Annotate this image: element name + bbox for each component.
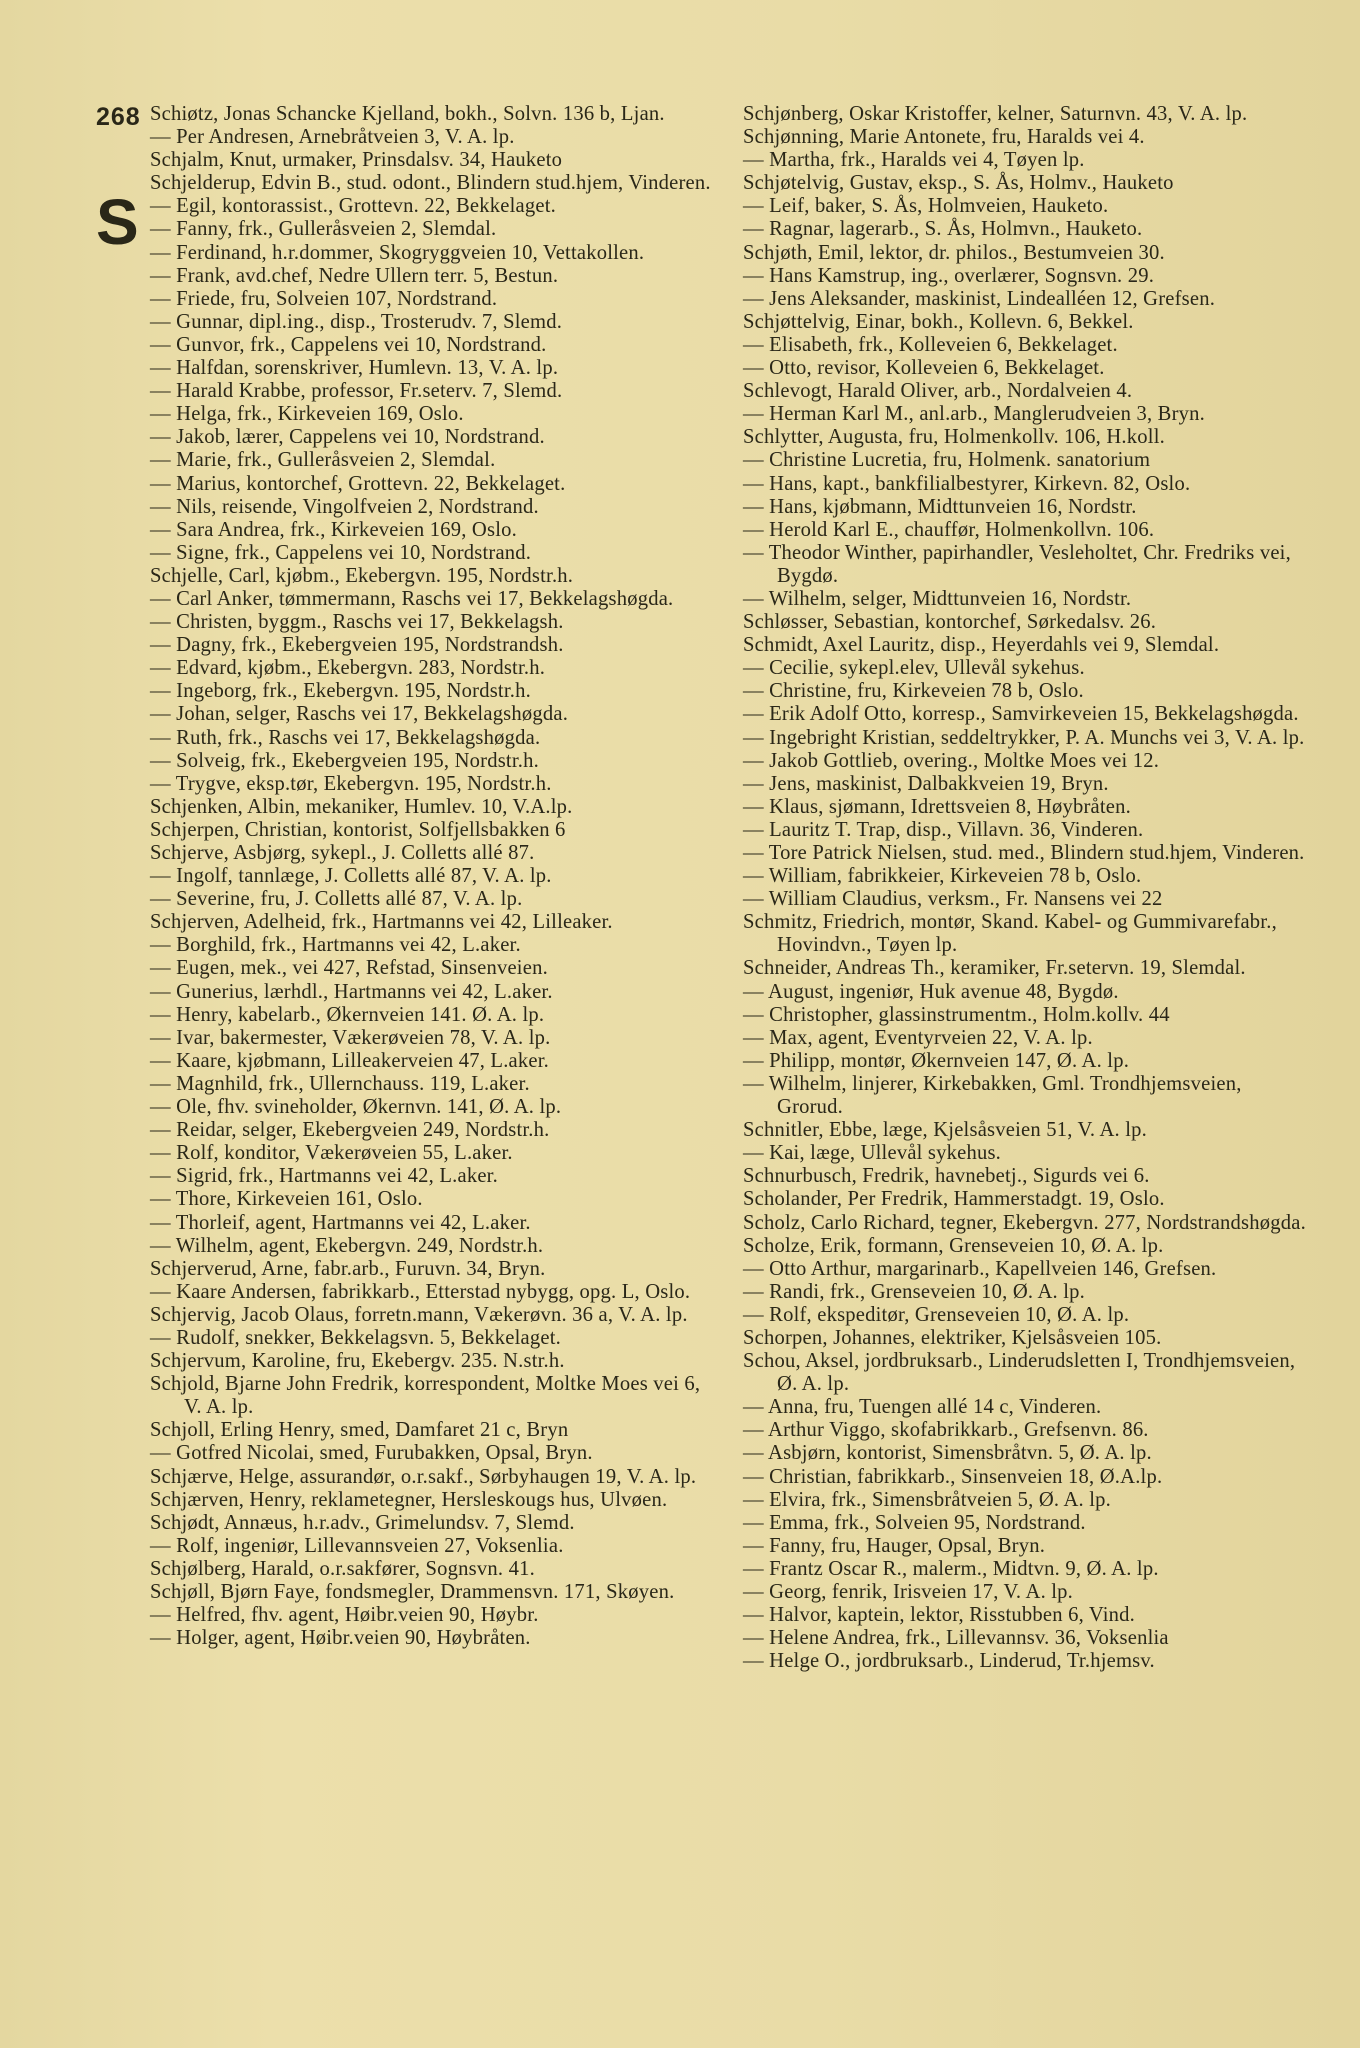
directory-entry: — Nils, reisende, Vingolfveien 2, Nordstrand.	[150, 495, 539, 518]
directory-entry: — Kai, læge, Ullevål sykehus.	[743, 1142, 1002, 1165]
directory-entry: — Johan, selger, Raschs vei 17, Bekkelagshøgda.	[150, 703, 569, 726]
directory-entry: — Klaus, sjømann, Idrettsveien 8, Høybråten.	[743, 795, 1131, 818]
directory-entry: Schjelderup, Edvin B., stud. odont., Blindern stud.hjem, Vinderen.	[150, 172, 711, 195]
directory-entry: — Ole, fhv. svineholder, Økernvn. 141, Ø. A. lp.	[150, 1096, 562, 1119]
right-column	[743, 103, 1308, 1673]
directory-entry: — Fanny, frk., Gulleråsveien 2, Slemdal.	[150, 218, 497, 241]
directory-entry: — Fanny, fru, Hauger, Opsal, Bryn.	[743, 1534, 1046, 1557]
directory-entry: Schjervig, Jacob Olaus, forretn.mann, Vækerøvn. 36 a, V. A. lp.	[150, 1303, 688, 1326]
directory-entry: Schjerpen, Christian, kontorist, Solfjellsbakken 6	[150, 818, 566, 841]
left-column	[150, 103, 715, 1650]
directory-entry: Schnurbusch, Fredrik, havnebetj., Sigurds vei 6.	[743, 1165, 1150, 1188]
directory-entry: — Otto, revisor, Kolleveien 6, Bekkelaget.	[743, 357, 1105, 380]
directory-entry: Schjerve, Asbjørg, sykepl., J. Colletts allé 87.	[150, 842, 535, 864]
directory-entry: — Marie, frk., Gulleråsveien 2, Slemdal.	[150, 449, 496, 472]
directory-entry: Schjerverud, Arne, fabr.arb., Furuvn. 34, Bryn.	[150, 1257, 546, 1280]
directory-entry: — Edvard, kjøbm., Ekebergvn. 283, Nordstr.h.	[150, 657, 546, 680]
directory-entry: — Philipp, montør, Økernveien 147, Ø. A. lp.	[743, 1049, 1130, 1072]
directory-entry: — Marius, kontorchef, Grottevn. 22, Bekkelaget.	[150, 472, 566, 495]
directory-entry: — Georg, fenrik, Irisveien 17, V. A. lp.	[743, 1581, 1074, 1603]
directory-entry: Schjønning, Marie Antonete, fru, Haralds vei 4.	[743, 126, 1145, 149]
directory-entry: — Gotfred Nicolai, smed, Furubakken, Opsal, Bryn.	[150, 1442, 593, 1465]
directory-entry: — Ragnar, lagerarb., S. Ås, Holmvn., Hauketo.	[743, 218, 1143, 241]
directory-entry: — Rolf, ingeniør, Lillevannsveien 27, Voksenlia.	[150, 1534, 564, 1557]
directory-entry: — Elvira, frk., Simensbråtveien 5, Ø. A. lp.	[743, 1488, 1111, 1511]
directory-entry: — Helene Andrea, frk., Lillevannsv. 36, Voksenlia	[743, 1627, 1169, 1650]
directory-entry: — Theodor Winther, papirhandler, Veslеholtet, Chr. Fredriks vei, Bygdø.	[743, 541, 1297, 587]
directory-entry: — William Claudius, verksm., Fr. Nansens vei 22	[743, 888, 1163, 911]
directory-entry: Schjøttelvig, Einar, bokh., Kollevn. 6, Bekkel.	[743, 310, 1134, 333]
directory-entry: Schlevogt, Harald Oliver, arb., Nordalveien 4.	[743, 380, 1133, 403]
directory-entry: Schjærven, Henry, reklametegner, Hersleskougs hus, Ulvøen.	[150, 1488, 668, 1511]
directory-entry: — Ferdinand, h.r.dommer, Skogryggveien 10, Vettakollen.	[150, 241, 645, 264]
directory-entry: — Halvor, kaptein, lektor, Risstubben 6, Vind.	[743, 1604, 1136, 1627]
directory-entry: Schneider, Andreas Th., keramiker, Fr.setervn. 19, Slemdal.	[743, 957, 1246, 980]
directory-entry: — Per Andresen, Arnebråtveien 3, V. A. lp.	[150, 126, 515, 149]
directory-entry: — Thorleif, agent, Hartmanns vei 42, L.aker.	[150, 1211, 531, 1234]
directory-entry: Schjøll, Bjørn Faye, fondsmegler, Drammensvn. 171, Skøyen.	[150, 1581, 675, 1603]
directory-entry: — Frank, avd.chef, Nedre Ullern terr. 5, Bestun.	[150, 264, 559, 287]
directory-entry: — Henry, kabelarb., Økernveien 141. Ø. A. lp.	[150, 1003, 545, 1026]
directory-entry: — Helga, frk., Kirkeveien 169, Oslo.	[150, 403, 464, 426]
directory-entry: Schjøtelvig, Gustav, eksp., S. Ås, Holmv., Hauketo	[743, 172, 1174, 195]
directory-entry: — Wilhelm, agent, Ekebergvn. 249, Nordstr.h.	[150, 1234, 544, 1257]
directory-entry: — Christopher, glassinstrumentm., Holm.kollv. 44	[743, 1003, 1170, 1026]
directory-entry: Schnitler, Ebbe, læge, Kjelsåsveien 51, V. A. lp.	[743, 1119, 1148, 1142]
directory-entry: — Eugen, mek., vei 427, Refstad, Sinsenveien.	[150, 957, 548, 980]
directory-entry: — Tore Patrick Nielsen, stud. med., Blindern stud.hjem, Vinderen.	[743, 842, 1305, 864]
directory-entry: — Ingolf, tannlæge, J. Colletts allé 87, V. A. lp.	[150, 865, 552, 888]
directory-entry: — Solveig, frk., Ekebergveien 195, Nordstr.h.	[150, 749, 539, 772]
directory-entry: — Helge O., jordbruksarb., Linderud, Tr.hjemsv.	[743, 1650, 1155, 1673]
directory-entry: Schjenken, Albin, mekaniker, Humlev. 10, V.A.lp.	[150, 795, 573, 818]
directory-entry: — Dagny, frk., Ekebergveien 195, Nordstrandsh.	[150, 634, 564, 657]
directory-entry: — Ivar, bakermester, Vækerøveien 78, V. A. lp.	[150, 1026, 551, 1049]
directory-entry: — Ruth, frk., Raschs vei 17, Bekkelagshøgda.	[150, 726, 541, 749]
directory-entry: — Gunnar, dipl.ing., disp., Trosterudv. 7, Slemd.	[150, 310, 563, 333]
directory-entry: Schløsser, Sebastian, kontorchef, Sørkedalsv. 26.	[743, 611, 1157, 634]
directory-entry: — Rudolf, snekker, Bekkelagsvn. 5, Bekkelaget.	[150, 1326, 562, 1349]
directory-entry: — Hans Kamstrup, ing., overlærer, Sognsvn. 29.	[743, 264, 1155, 287]
directory-entry: — Asbjørn, kontorist, Simensbråtvn. 5, Ø. A. lp.	[743, 1442, 1152, 1465]
directory-entry: Schiøtz, Jonas Schancke Kjelland, bokh., Solvn. 136 b, Ljan.	[150, 103, 665, 125]
directory-entry: — Rolf, ekspeditør, Grenseveien 10, Ø. A. lp.	[743, 1303, 1130, 1326]
directory-entry: — Kaare Andersen, fabrikkarb., Etterstad nybygg, opg. L, Oslo.	[150, 1280, 691, 1303]
directory-entry: — Lauritz T. Trap, disp., Villavn. 36, Vinderen.	[743, 818, 1144, 841]
directory-entry: — Halfdan, sorenskriver, Humlevn. 13, V. A. lp.	[150, 357, 559, 380]
directory-entry: — Carl Anker, tømmermann, Raschs vei 17, Bekkelagshøgda.	[150, 587, 674, 610]
directory-entry: — Herman Karl M., anl.arb., Manglerudveien 3, Bryn.	[743, 403, 1205, 426]
directory-entry: — Frantz Oscar R., malerm., Midtvn. 9, Ø. A. lp.	[743, 1557, 1159, 1580]
directory-entry: Schjødt, Annæus, h.r.adv., Grimelundsv. 7, Slemd.	[150, 1511, 575, 1534]
directory-entry: Scholz, Carlo Richard, tegner, Ekebergvn. 277, Nordstrandshøgda.	[743, 1211, 1306, 1234]
directory-entry: — Hans, kjøbmann, Midttunveien 16, Nordstr.	[743, 495, 1137, 518]
directory-entry: — Max, agent, Eventyrveien 22, V. A. lp.	[743, 1026, 1093, 1049]
directory-entry: — Christine, fru, Kirkeveien 78 b, Oslo.	[743, 680, 1084, 703]
directory-entry: — Elisabeth, frk., Kolleveien 6, Bekkelaget.	[743, 333, 1118, 356]
directory-entry: — Christian, fabrikkarb., Sinsenveien 18, Ø.A.lp.	[743, 1465, 1163, 1488]
section-letter: S	[96, 186, 139, 258]
directory-entry: — Arthur Viggo, skofabrikkarb., Grefsenvn. 86.	[743, 1419, 1149, 1442]
directory-entry: — August, ingeniør, Huk avenue 48, Bygdø.	[743, 980, 1119, 1003]
directory-entry: — Severine, fru, J. Colletts allé 87, V. A. lp.	[150, 888, 523, 911]
directory-entry: Scholander, Per Fredrik, Hammerstadgt. 19, Oslo.	[743, 1188, 1165, 1211]
directory-entry: — Egil, kontorassist., Grottevn. 22, Bekkelaget.	[150, 195, 556, 218]
directory-entry: — Thore, Kirkeveien 161, Oslo.	[150, 1188, 423, 1211]
directory-entry: — Christen, byggm., Raschs vei 17, Bekkelagsh.	[150, 611, 564, 634]
directory-entry: Schjøth, Emil, lektor, dr. philos., Bestumveien 30.	[743, 241, 1165, 264]
directory-entry: Schjervum, Karoline, fru, Ekebergv. 235. N.str.h.	[150, 1350, 565, 1373]
directory-entry: Schjold, Bjarne John Fredrik, korrespondent, Moltke Moes vei 6, V. A. lp.	[150, 1373, 706, 1419]
directory-entry: Schjoll, Erling Henry, smed, Damfaret 21 c, Bryn	[150, 1419, 569, 1442]
directory-entry: — Cecilie, sykepl.elev, Ullevål sykehus.	[743, 657, 1085, 680]
directory-entry: — Gunvor, frk., Cappelens vei 10, Nordstrand.	[150, 333, 547, 356]
directory-entry: — Leif, baker, S. Ås, Holmveien, Hauketo.	[743, 195, 1109, 218]
directory-entry: — Otto Arthur, margarinarb., Kapellveien 146, Grefsen.	[743, 1257, 1217, 1280]
directory-entry: — Sara Andrea, frk., Kirkeveien 169, Oslo.	[150, 518, 517, 541]
directory-entry: — Wilhelm, selger, Midttunveien 16, Nordstr.	[743, 587, 1132, 610]
directory-entry: — Harald Krabbe, professor, Fr.seterv. 7, Slemd.	[150, 380, 563, 403]
directory-entry: Schjalm, Knut, urmaker, Prinsdalsv. 34, Hauketo	[150, 149, 563, 172]
directory-entry: Schorpen, Johannes, elektriker, Kjelsåsveien 105.	[743, 1326, 1162, 1349]
directory-entry: — Anna, fru, Tuengen allé 14 c, Vinderen.	[743, 1396, 1102, 1419]
directory-entry: Schou, Aksel, jordbruksarb., Linderudsletten I, Trondhjemsveien, Ø. A. lp.	[743, 1350, 1301, 1396]
directory-entry: Schmitz, Friedrich, montør, Skand. Kabel- og Gummivarefabr., Hovindvn., Tøyen lp.	[743, 911, 1283, 957]
directory-entry: — Ingebright Kristian, seddeltrykker, P. A. Munchs vei 3, V. A. lp.	[743, 726, 1305, 749]
directory-entry: — Erik Adolf Otto, korresp., Samvirkeveien 15, Bekkelagshøgda.	[743, 703, 1299, 726]
directory-entry: — Sigrid, frk., Hartmanns vei 42, L.aker.	[150, 1165, 498, 1188]
directory-entry: Schjerven, Adelheid, frk., Hartmanns vei 42, Lilleaker.	[150, 911, 613, 934]
directory-entry: — Jakob, lærer, Cappelens vei 10, Nordstrand.	[150, 426, 545, 449]
directory-entry: Schmidt, Axel Lauritz, disp., Heyerdahls vei 9, Slemdal.	[743, 634, 1220, 657]
directory-entry: — Helfred, fhv. agent, Høibr.veien 90, Høybr.	[150, 1604, 539, 1627]
directory-entry: — Trygve, eksp.tør, Ekebergvn. 195, Nordstr.h.	[150, 772, 552, 795]
directory-entry: Schjærve, Helge, assurandør, o.r.sakf., Sørbyhaugen 19, V. A. lp.	[150, 1465, 697, 1488]
directory-entry: — Friede, fru, Solveien 107, Nordstrand.	[150, 287, 498, 310]
directory-entry: — Gunerius, lærhdl., Hartmanns vei 42, L.aker.	[150, 980, 553, 1003]
directory-entry: Schjønberg, Oskar Kristoffer, kelner, Saturnvn. 43, V. A. lp.	[743, 103, 1248, 125]
directory-entry: — Holger, agent, Høibr.veien 90, Høybråten.	[150, 1627, 531, 1650]
page-number: 268	[96, 103, 141, 131]
directory-entry: — Jakob Gottlieb, overing., Moltke Moes vei 12.	[743, 749, 1160, 772]
directory-entry: — Borghild, frk., Hartmanns vei 42, L.aker.	[150, 934, 521, 957]
directory-entry: — Hans, kapt., bankfilialbestyrer, Kirkevn. 82, Oslo.	[743, 472, 1191, 495]
directory-entry: — Magnhild, frk., Ullernchauss. 119, L.aker.	[150, 1072, 530, 1095]
directory-entry: — Herold Karl E., chauffør, Holmenkollvn. 106.	[743, 518, 1155, 541]
directory-entry: — Ingeborg, frk., Ekebergvn. 195, Nordstr.h.	[150, 680, 531, 703]
directory-entry: Scholze, Erik, formann, Grenseveien 10, Ø. A. lp.	[743, 1234, 1164, 1257]
directory-entry: Schjelle, Carl, kjøbm., Ekebergvn. 195, Nordstr.h.	[150, 564, 574, 587]
directory-entry: — Emma, frk., Solveien 95, Nordstrand.	[743, 1511, 1086, 1534]
directory-entry: — William, fabrikkeier, Kirkeveien 78 b, Oslo.	[743, 865, 1142, 888]
directory-entry: Schlytter, Augusta, fru, Holmenkollv. 106, H.koll.	[743, 426, 1165, 449]
directory-entry: — Rolf, konditor, Vækerøveien 55, L.aker.	[150, 1142, 513, 1165]
directory-entry: — Christine Lucretia, fru, Holmenk. sanatorium	[743, 449, 1151, 472]
directory-entry: — Wilhelm, linjerer, Kirkebakken, Gml. Trondhjemsveien, Grorud.	[743, 1072, 1247, 1119]
directory-entry: Schjølberg, Harald, o.r.sakfører, Sognsvn. 41.	[150, 1557, 535, 1580]
directory-entry: — Jens Aleksander, maskinist, Lindealléen 12, Grefsen.	[743, 287, 1216, 310]
directory-entry: — Signe, frk., Cappelens vei 10, Nordstrand.	[150, 541, 532, 564]
directory-entry: — Martha, frk., Haralds vei 4, Tøyen lp.	[743, 149, 1085, 172]
directory-entry: — Jens, maskinist, Dalbakkveien 19, Bryn.	[743, 772, 1109, 795]
directory-entry: — Kaare, kjøbmann, Lilleakerveien 47, L.aker.	[150, 1049, 549, 1072]
directory-entry: — Randi, frk., Grenseveien 10, Ø. A. lp.	[743, 1280, 1086, 1303]
directory-entry: — Reidar, selger, Ekebergveien 249, Nordstr.h.	[150, 1119, 550, 1142]
